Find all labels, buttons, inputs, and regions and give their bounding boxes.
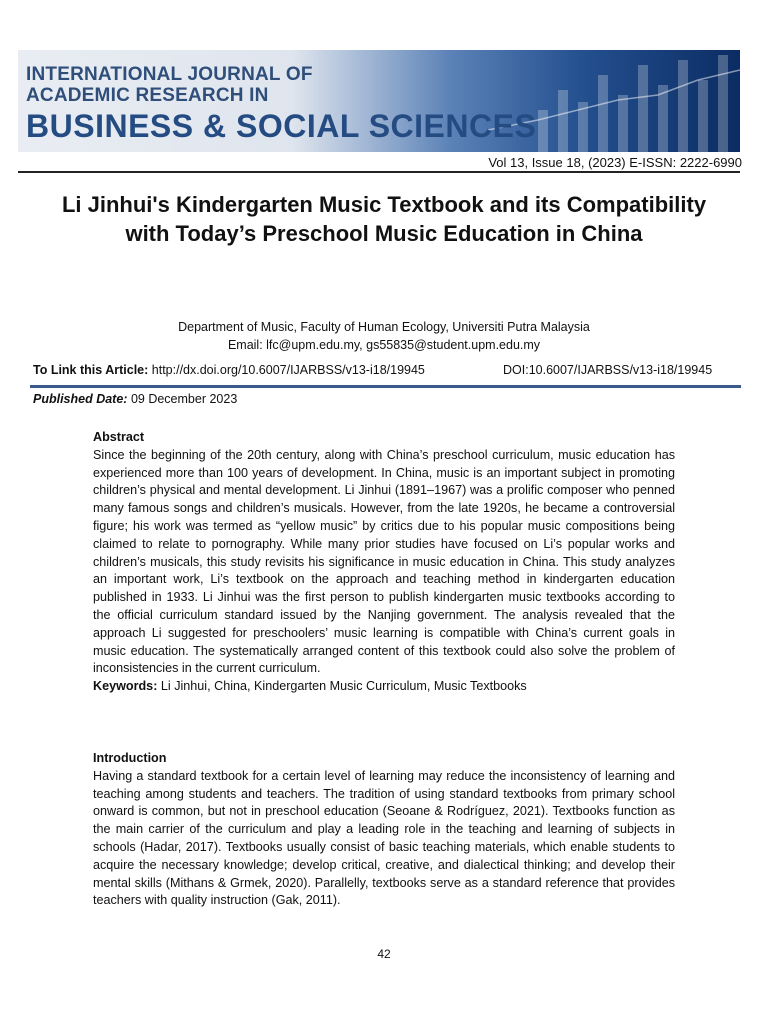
published-date-line: [33, 392, 237, 406]
journal-name-line-2: ACADEMIC RESEARCH IN: [26, 85, 269, 106]
introduction-section: [93, 750, 675, 910]
affiliation: Department of Music, Faculty of Human Ecology, Universiti Putra Malaysia: [178, 320, 590, 334]
header-divider: [18, 171, 740, 173]
keywords-label: Keywords:: [93, 679, 158, 694]
keywords-line: [93, 678, 675, 696]
author-info: [60, 318, 708, 354]
article-link-line: [33, 363, 743, 377]
doi: DOI:10.6007/IJARBSS/v13-i18/19945: [503, 363, 713, 377]
published-label: Published Date:: [33, 392, 128, 406]
journal-name-line-1: INTERNATIONAL JOURNAL OF: [26, 64, 313, 85]
keywords: Li Jinhui, China, Kindergarten Music Curriculum, Music Textbooks: [160, 679, 527, 694]
abstract-section: [93, 429, 675, 696]
journal-name-line-3: BUSINESS & SOCIAL SCIENCES: [26, 108, 537, 144]
article-title: Li Jinhui's Kindergarten Music Textbook and its Compatibility with Today’s Preschool Music Education in China: [61, 192, 707, 246]
article-link[interactable]: http://dx.doi.org/10.6007/IJARBSS/v13-i18/19945: [151, 363, 425, 377]
journal-banner: [18, 50, 740, 152]
link-label: To Link this Article:: [33, 363, 149, 377]
published-date: 09 December 2023: [130, 392, 238, 406]
section-divider: [30, 385, 741, 388]
introduction-text: Having a standard textbook for a certain level of learning may reduce the inconsistency of learning and teaching among students and teachers. The tradition of using standard textbooks from primary school onward is common, but not in preschool education (Seoane & Rodríguez, 2021). Textbooks function as the main carrier of the curriculum and play a leading role in the teaching and learning of subjects in schools (Hadar, 2017). Textbooks usually consist of basic teaching materials, which enable students to acquire the necessary knowledge; develop critical, creative, and dialectical thinking; and develop their mental skills (Mithans & Grmek, 2020). Parallelly, textbooks serve as a standard reference that provides teachers with quality instruction (Gak, 2011).: [93, 768, 675, 908]
volume-issue: Vol 13, Issue 18, (2023) E-ISSN: 2222-6990: [488, 155, 742, 170]
introduction-heading: Introduction: [93, 751, 167, 765]
page-number: 42: [377, 947, 391, 961]
abstract-text: Since the beginning of the 20th century, along with China’s preschool curriculum, music education has experienced more than 100 years of development. In China, music is an important subject in promoting children’s physical and mental development. Li Jinhui (1891–1967) was a prolific composer who penned many famous songs and children’s musicals. However, from the late 1920s, he became a controversial figure; his work was termed as “yellow music” by critics due to his popular music compositions being claimed to relate to pornography. While many prior studies have focused on Li’s popular works and children’s musicals, this study revisits his significance in music education in China. This study analyzes an important work, Li’s textbook on the approach and teaching method in kindergarten education published in 1933. Li Jinhui was the first person to publish kindergarten music textbooks according to the official curriculum standard issued by the Nanjing government. The analysis revealed that the approach Li suggested for preschoolers’ music learning is compatible with China’s current goals in music education. The systematically arranged content of this textbook could also solve the problem of inconsistencies in the current curriculum.: [93, 447, 675, 676]
email: Email: lfc@upm.edu.my, gs55835@student.upm.edu.my: [227, 338, 541, 352]
abstract-heading: Abstract: [93, 430, 145, 444]
